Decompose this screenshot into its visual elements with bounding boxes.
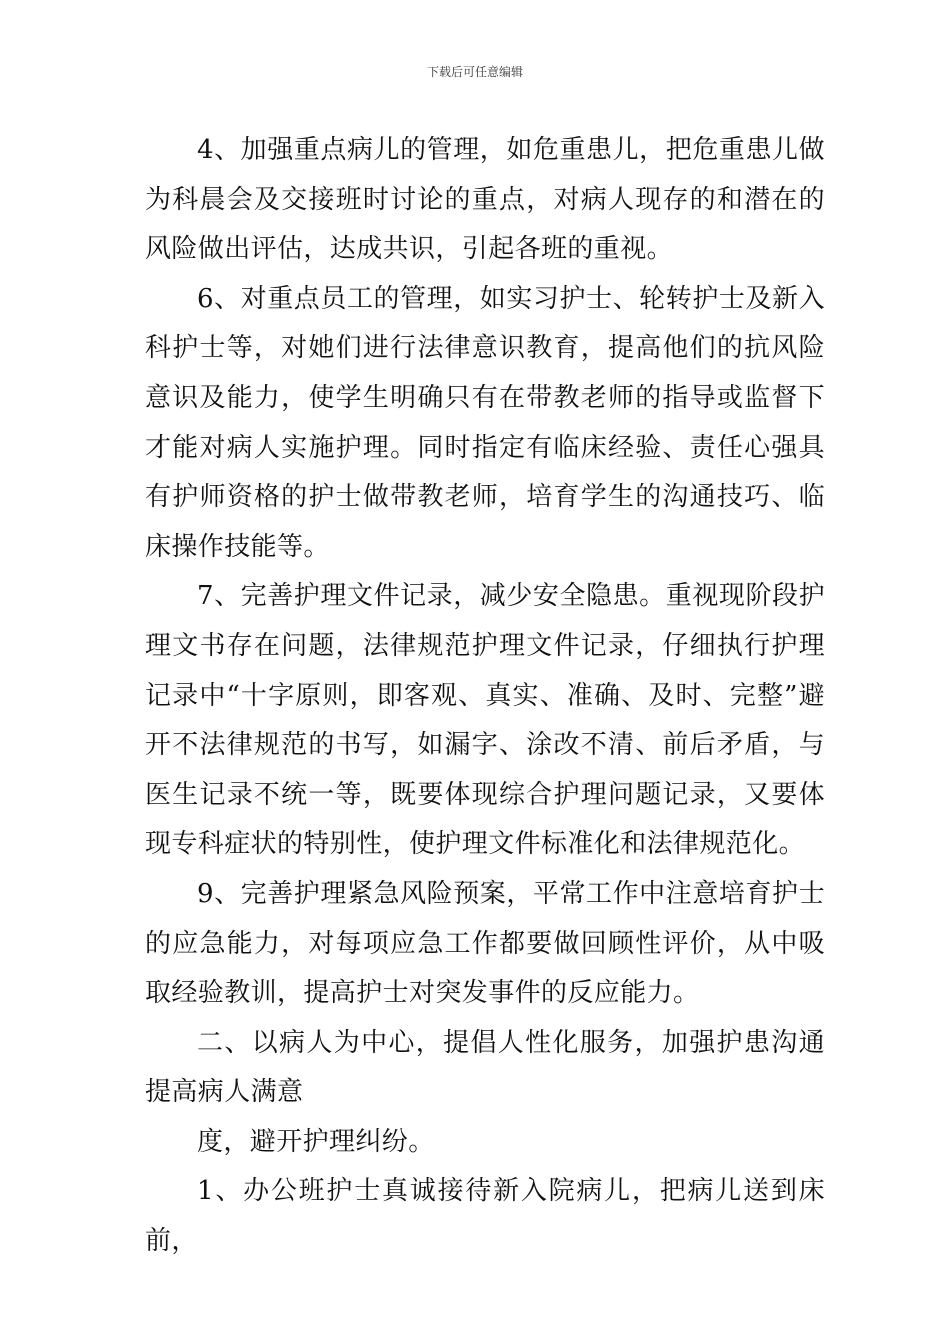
- section-heading-2-continued: 度，避开护理纠纷。: [197, 1126, 435, 1157]
- paragraph-4: 4、加强重点病儿的管理，如危重患儿，把危重患儿做为科晨会及交接班时讨论的重点，对病人现存的和潜在的风险做出评估，达成共识，引起各班的重视。: [145, 135, 825, 265]
- paragraph-1: 1、办公班护士真诚接待新入院病儿，把病儿送到床前，: [145, 1176, 825, 1257]
- paragraph-9: 9、完善护理紧急风险预案，平常工作中注意培育护士的应急能力，对每项应急工作都要做回顾性评价，从中吸取经验教训，提高护士对突发事件的反应能力。: [145, 878, 825, 1009]
- page-header: 下载后可任意编辑: [426, 65, 523, 79]
- paragraph-7: 7、完善护理文件记录，减少安全隐患。重视现阶段护理文书存在问题，法律规范护理文件记录，仔细执行护理记录中“十字原则，即客观、真实、准确、及时、完整”避开不法律规范的书写，如漏字、涂改不清、前后矛盾，与医生记录不统一等，既要体现综合护理问题记录，又要体现专科症状的特别性，使护理文件标准化和法律规范化。: [145, 581, 825, 860]
- document-body: [145, 126, 825, 1267]
- section-heading-2: 二、以病人为中心，提倡人性化服务，加强护患沟通提高病人满意: [145, 1027, 825, 1108]
- paragraph-6: 6、对重点员工的管理，如实习护士、轮转护士及新入科护士等，对她们进行法律意识教育，提高他们的抗风险意识及能力，使学生明确只有在带教老师的指导或监督下才能对病人实施护理。同时指定有临床经验、责任心强具有护师资格的护士做带教老师，培育学生的沟通技巧、临床操作技能等。: [145, 283, 825, 562]
